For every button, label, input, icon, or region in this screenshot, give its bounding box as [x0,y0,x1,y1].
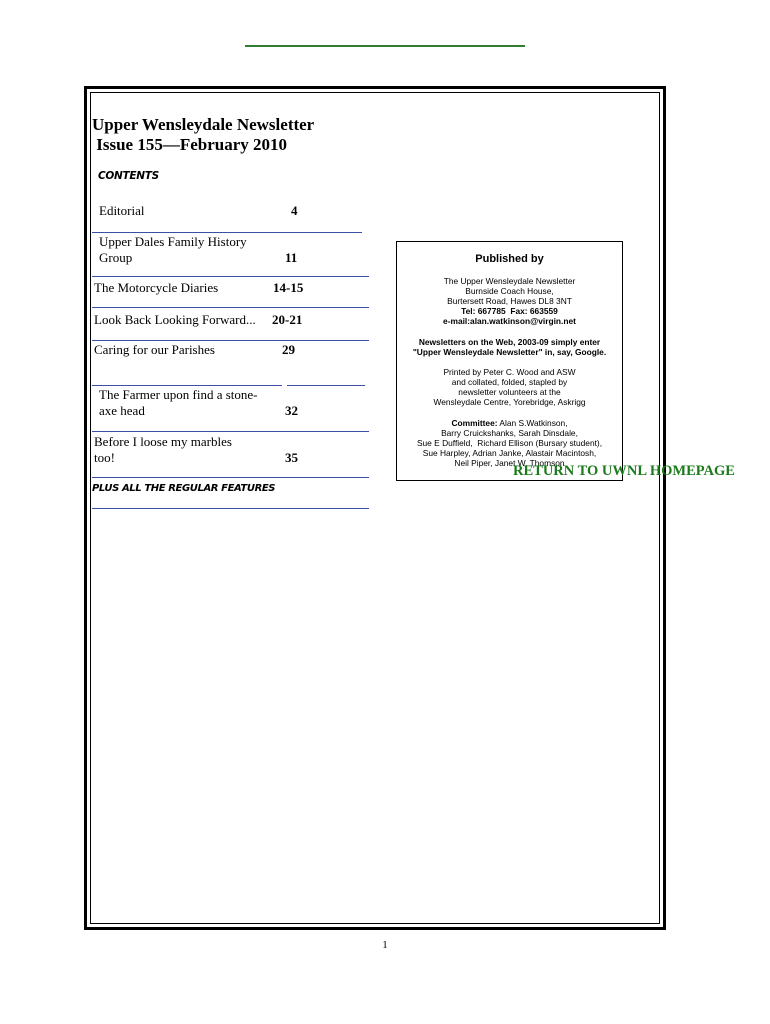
toc-divider [287,385,365,386]
toc-item-page: 35 [285,450,298,465]
address-line: Burtersett Road, Hawes DL8 3NT [447,296,572,306]
top-decorative-rule [245,45,525,47]
toc-item-page: 4 [291,203,298,218]
toc-item-page: 14-15 [273,280,304,295]
toc-item-look-back[interactable] [94,312,324,328]
committee-line: Neil Piper, Janet W. Thomson [454,458,565,468]
publisher-address [397,276,622,326]
regular-features-note: PLUS ALL THE REGULAR FEATURES [92,483,276,494]
toc-item-farmer-stone-axe[interactable] [99,387,329,419]
printed-line: Printed by Peter C. Wood and ASW [443,367,576,377]
toc-item-marbles[interactable] [94,434,324,466]
toc-item-family-history[interactable] [99,234,309,266]
printed-line: newsletter volunteers at the [458,387,561,397]
newsletter-title [92,115,314,155]
contact-email[interactable]: e-mail:alan.watkinson@virgin.net [443,316,576,326]
web-note-line1: Newsletters on the Web, 2003-09 simply enter [418,337,601,347]
toc-item-title [94,434,232,466]
page-number: 1 [382,939,388,951]
committee-line: Sue E Duffield, Richard Ellison (Bursary student), [416,438,603,448]
toc-item-page: 29 [282,342,295,357]
toc-item-page: 20-21 [272,312,303,327]
printed-by [397,367,622,407]
toc-item-title [99,234,247,266]
committee-line: Barry Cruickshanks, Sarah Dinsdale, [441,428,578,438]
toc-divider [92,307,369,308]
toc-item-caring-parishes[interactable] [94,342,324,358]
committee-label: Committee: [451,418,498,428]
toc-item-title: Look Back Looking Forward... [94,312,256,327]
committee-list [397,418,622,468]
toc-divider [92,276,369,277]
toc-divider [92,431,369,432]
published-by-box [396,241,623,481]
contact-numbers: Tel: 667785 Fax: 663559 [461,306,558,316]
return-to-homepage-link[interactable]: RETURN TO UWNL HOMEPAGE [513,463,735,479]
contents-heading: CONTENTS [98,170,159,182]
toc-divider [92,477,369,478]
web-note [397,337,622,357]
web-note-line2: "Upper Wensleydale Newsletter" in, say, Google. [412,347,607,357]
toc-item-title-line2: axe head [99,403,145,418]
toc-item-page: 11 [285,250,298,265]
toc-item-title-line1: Before I loose my marbles [94,434,232,449]
toc-item-title: Caring for our Parishes [94,342,215,357]
toc-divider [92,232,362,233]
toc-item-title-line2: too! [94,450,115,465]
address-line: Burnside Coach House, [465,286,554,296]
toc-divider [92,508,369,509]
toc-item-title-line2: Group [99,250,133,265]
toc-divider [92,385,282,386]
newsletter-title-line1: Upper Wensleydale Newsletter [92,115,315,134]
toc-item-title-line1: The Farmer upon find a stone- [99,387,258,402]
newsletter-issue-line: Issue 155—February 2010 [92,135,288,154]
toc-item-motorcycle-diaries[interactable] [94,280,324,296]
committee-line [397,418,622,428]
toc-item-title: Editorial [99,203,145,218]
toc-item-title [99,387,257,419]
toc-item-title: The Motorcycle Diaries [94,280,219,295]
toc-item-page: 32 [285,403,298,418]
printed-line: and collated, folded, stapled by [451,377,568,387]
committee-first-member: Alan S.Watkinson, [497,418,568,428]
committee-line: Sue Harpley, Adrian Janke, Alastair Macintosh, [422,448,597,458]
toc-item-editorial[interactable] [99,203,309,219]
toc-item-title-line1: Upper Dales Family History [99,234,247,249]
toc-divider [92,340,369,341]
printed-line: Wensleydale Centre, Yorebridge, Askrigg [433,397,586,407]
published-by-heading: Published by [475,253,544,265]
address-line: The Upper Wensleydale Newsletter [443,276,576,286]
